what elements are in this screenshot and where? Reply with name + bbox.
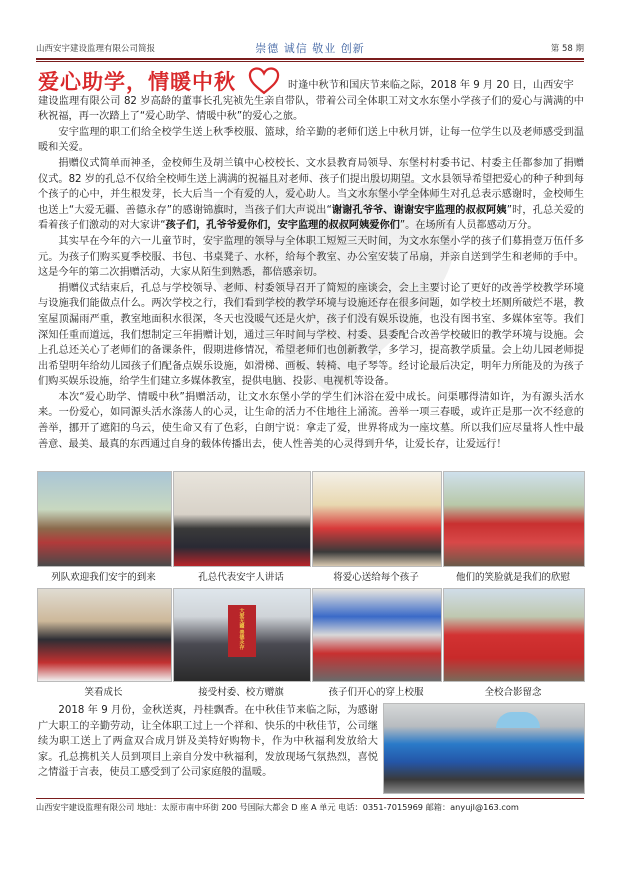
paragraph-1b: 建设监理有限公司 82 岁高龄的董事长孔宪祯先生亲自带队，带着公司全体职工对文水东堡小学孩子们的爱心与满满的中秋祝福，再一次踏上了“爱心助学、情暖中秋”的爱心之旅。 bbox=[38, 95, 584, 123]
slogan: 崇德 诚信 敬业 创新 bbox=[255, 42, 365, 55]
paragraph-3: 捐赠仪式简单而神圣，金校师生及胡兰镇中心校校长、文水县教育局领导、东堡村村委书记、村委主任都参加了捐赠仪式。82 岁的孔总不仅给全校师生送上满满的祝福且对老师、孩子们提出殷切期望。文水县领导希望把爱心的种子种到每个孩子的心中，并生根发芽，长大后当一个有爱的人，爱心助人。当文水东堡小学全体师生对孔总表示感谢时，金校师生也送上“大爱无疆、善德永存”的感谢锦旗时，当孩子们大声说出“谢谢孔爷爷、谢谢安宇监理的叔叔阿姨”时，孔总关爱的看着孩子们激动的对大家讲“孩子们，孔爷爷爱你们，安宇监理的叔叔阿姨爱你们”。在场所有人员都感动万分。 bbox=[38, 157, 584, 232]
quote-thanks: 谢谢孔爷爷、谢谢安宇监理的叔叔阿姨 bbox=[331, 204, 507, 216]
paragraph-6: 本次“爱心助学、情暖中秋”捐赠活动，让文水东堡小学的学生们沐浴在爱中成长。问渠哪得清如许，为有源头活水来。一份爱心，如同源头活水涤荡人的心灵，让生命的活力不住地往上涌流。善举一项三春暖，或许正是那一次不经意的善举，挪开了遮阳的乌云，使生命又有了色彩，白朗宁说：拿走了爱，世界将成为一座坟墓。所以我们应尽量将人性中最善意、最美、最真的东西通过自身的载体传播出去，使人性善美的心灵得到升华，让爱长存，让爱远行！ bbox=[38, 391, 584, 450]
umbrella bbox=[496, 712, 540, 728]
photo-midautumn-workers bbox=[383, 703, 585, 794]
photo-smiles bbox=[443, 471, 585, 567]
photo-growing bbox=[37, 588, 172, 682]
header-rule-thin bbox=[36, 61, 584, 62]
paragraph-5: 捐赠仪式结束后，孔总与学校领导、老师、村委领导召开了简短的座谈会，会上主要讨论了更好的改善学校教学环境与设施我们能做点什么。两次学校之行，我们看到学校的教学环境与设施还存在很多问题，如学校土坯厕所破烂不堪，教室屋顶漏雨严重，教室地面积水很深，冬天也没暖气还是火炉，孩子们没有娱乐设施，也没有图书室、多媒体室等。我们深知任重而道远，我们想制定三年捐赠计划，通过三年时间与学校、村委、县委配合改善学校破旧的教学环境与设施。会上孔总还关心了老师们的备课条件，假期进修情况，希望老师们也创新教学，多学习，提高教学质量。会上幼儿园老师提出希望明年给幼儿园孩子们配备点娱乐设施，如滑梯、画板、转椅、电子琴等。经讨论最后决定，明年力所能及的为孩子们购买娱乐设施，给学生们建立多媒体教室，提供电脑、投影、电视机等设备。 bbox=[38, 282, 584, 388]
caption-3: 将爱心送给每个孩子 bbox=[333, 572, 419, 583]
article-title: 爱心助学，情暖中秋 bbox=[38, 69, 236, 94]
photo-uniforms bbox=[312, 588, 442, 682]
header-rule bbox=[36, 58, 584, 60]
paragraph-4: 其实早在今年的六一儿童节时，安宇监理的领导与全体职工短短三天时间，为文水东堡小学的孩子们募捐壹万伍仟多元。为孩子们购买夏季校服、书包、书桌凳子、水杯，给每个教室、办公室安装了吊扇，并亲自送到学生和老师的手中。这是今年的第二次捐赠活动，大家从陌生到熟悉，都倍感亲切。 bbox=[38, 235, 584, 279]
bottom-paragraph: 2018 年 9 月份，金秋送爽，丹桂飘香。在中秋佳节来临之际，为感谢广大职工的辛勤劳动，让全体职工过上一个祥和、快乐的中秋佳节，公司继续为职工送上了两盒双合成月饼及美特好购物卡，作为中秋福利发放给大家。孔总携机关人员到项目上亲自分发中秋福利，发放现场气氛热烈，喜悦之情溢于言表，使员工感受到了公司家庭般的温暖。 bbox=[38, 705, 378, 779]
banner-red bbox=[228, 605, 256, 657]
page-header bbox=[36, 40, 584, 56]
photo-welcome bbox=[37, 471, 172, 567]
footer: 山西安宇建设监理有限公司 地址：太原市南中环街 200 号国际大都会 D 座 A 单元 电话：0351-7015969 邮箱：anyujl@163.com bbox=[36, 802, 519, 812]
photo-giving bbox=[312, 471, 442, 567]
caption-5: 笑看成长 bbox=[84, 687, 123, 698]
banner-text: 大爱无疆 善德永存 bbox=[238, 608, 245, 650]
issue-number: 第 58 期 bbox=[550, 44, 584, 54]
article-body bbox=[38, 78, 584, 452]
footer-rule bbox=[36, 798, 584, 799]
paragraph-1a: 时逢中秋节和国庆节来临之际，2018 年 9 月 20 日，山西安宇 bbox=[288, 80, 574, 91]
photo-group bbox=[443, 588, 585, 682]
quote-love: 孩子们，孔爷爷爱你们，安宇监理的叔叔阿姨爱你们 bbox=[165, 220, 400, 232]
company-name: 山西安宇建设监理有限公司简报 bbox=[36, 44, 156, 54]
caption-8: 全校合影留念 bbox=[484, 687, 542, 698]
photo-banner bbox=[173, 588, 311, 682]
caption-2: 孔总代表安宇人讲话 bbox=[198, 572, 284, 583]
bottom-article bbox=[38, 703, 378, 781]
caption-7: 孩子们开心的穿上校服 bbox=[328, 687, 424, 698]
caption-6: 接受村委、校方赠旗 bbox=[198, 687, 284, 698]
caption-4: 他们的笑脸就是我们的欣慰 bbox=[455, 572, 570, 583]
paragraph-2: 安宇监理的职工们给全校学生送上秋季校服、篮球，给辛勤的老师们送上中秋月饼，让每一位学生以及老师感受到温暖和关爱。 bbox=[38, 126, 584, 154]
caption-1: 列队欢迎我们安宇的到来 bbox=[51, 572, 156, 583]
photo-speech bbox=[173, 471, 311, 567]
